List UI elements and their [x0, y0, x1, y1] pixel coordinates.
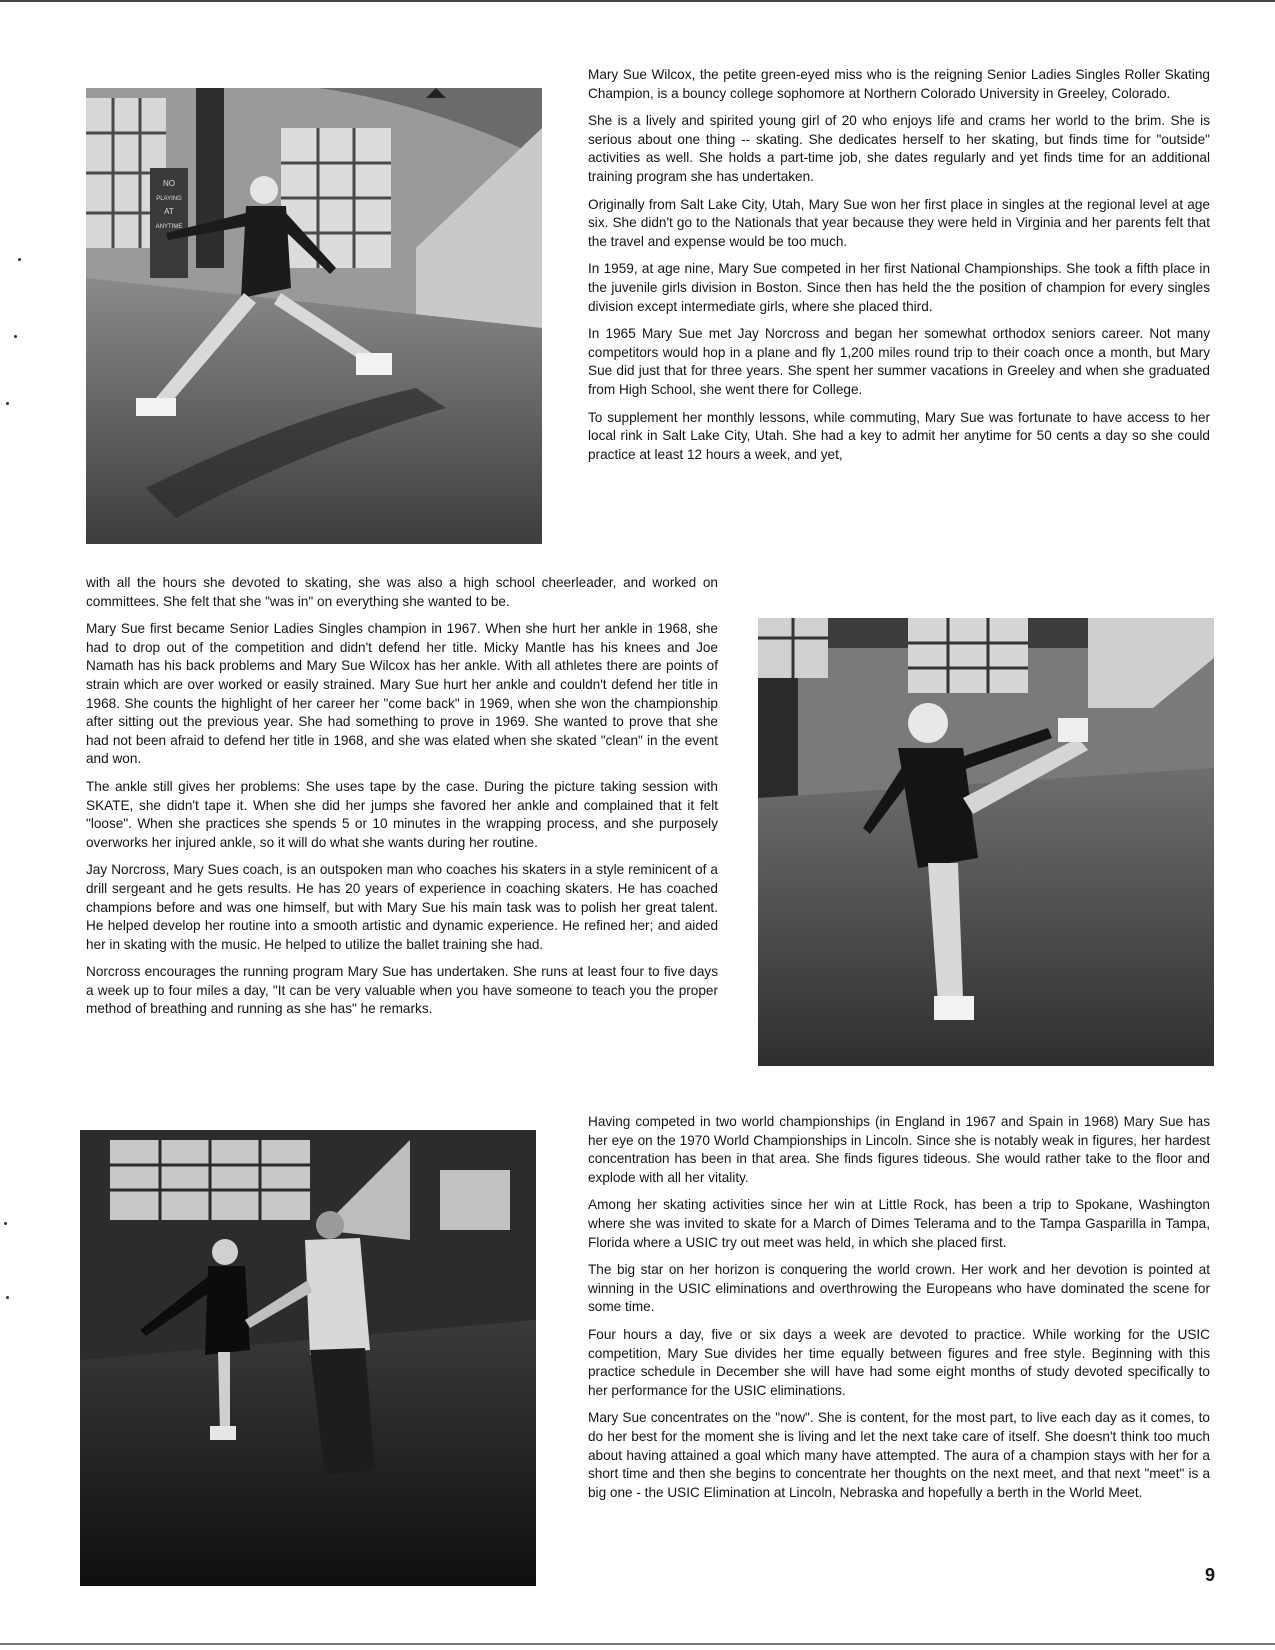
sign-text-line-2: PLAYING — [156, 196, 182, 202]
paragraph: Four hours a day, five or six days a week are devoted to practice. While working for the USIC competition, Mary Sue divides her time equally between figures and free style. Beginning with this practice schedule in December she will have had some eight months of study devoted specifically to her performance for the USIC eliminations. — [588, 1326, 1210, 1398]
bottom-rule — [0, 1643, 1275, 1645]
paragraph: Jay Norcross, Mary Sues coach, is an outspoken man who coaches his skaters in a style reminicent of a drill sergeant and he gets results. He has 20 years of experience in coaching skaters. He has coached champions before and was one himself, but with Mary Sue his main task was to polish her great talent. He helped develop her routine into a smooth artistic and dynamic experience. He refined her; and aided her in skating with the music. He helped to utilize the ballet training she had. — [86, 862, 718, 952]
photo-leaping-skater — [86, 88, 542, 544]
scan-speck — [18, 258, 21, 261]
paragraph: Mary Sue Wilcox, the petite green-eyed miss who is the reigning Senior Ladies Singles Roller Skating Champion, is a bouncy college sophomore at Northern Colorado University in Greeley, Colorado. — [588, 67, 1210, 101]
scan-speck — [4, 1222, 7, 1225]
top-rule — [0, 0, 1275, 2]
sign-text-line-3: AT — [164, 207, 174, 216]
scan-speck — [6, 402, 9, 405]
sign-text-line-1: NO — [163, 179, 175, 188]
article-column-top-right — [588, 66, 1210, 464]
paragraph: Norcross encourages the running program Mary Sue has undertaken. She runs at least four to five days a week up to four miles a day, "It can be very valuable when you have someone to teach you the proper method of breathing and running as she has" he remarks. — [86, 964, 718, 1017]
article-column-bottom-right — [588, 1113, 1210, 1502]
paragraph: In 1959, at age nine, Mary Sue competed in her first National Championships. She took a fifth place in the juvenile girls division in Boston. Since then has held the the position of champion for every singles division except intermediate girls, where she placed third. — [588, 261, 1210, 314]
paragraph: with all the hours she devoted to skating, she was also a high school cheerleader, and worked on committees. She felt that she "was in" on everything she wanted to be. — [86, 575, 718, 609]
paragraph: In 1965 Mary Sue met Jay Norcross and began her somewhat orthodox seniors career. Not many competitors would hop in a plane and fly 1,200 miles round trip to their coach once a month, but Mary Sue did just that for three years. She spent her summer vacations in Greeley and when she graduated from High School, she went there for College. — [588, 326, 1210, 397]
paragraph: She is a lively and spirited young girl of 20 who enjoys life and crams her world to the brim. She is serious about one thing -- skating. She dedicates herself to her skating, but finds time for "outside" activities as well. She holds a part-time job, she dates regularly and yet finds time for an additional training program she has undertaken. — [588, 113, 1210, 184]
article-column-middle-left — [86, 574, 718, 1019]
paragraph: Mary Sue concentrates on the "now". She is content, for the most part, to live each day as it comes, to do her best for the moment she is living and let the next take care of itself. She doesn't think too much about having attained a goal which many have attempted. The aura of a champion stays with her for a short time and then she begins to concentrate her thoughts on the next meet, and that next "meet" is a big one - the USIC Elimination at Lincoln, Nebraska and hopefully a berth in the World Meet. — [588, 1410, 1210, 1500]
paragraph: The big star on her horizon is conquering the world crown. Her work and her devotion is pointed at winning in the USIC eliminations and overthrowing the Europeans who have dominated the scene for some time. — [588, 1262, 1210, 1315]
photo-skater-arabesque — [758, 618, 1214, 1066]
paragraph: Among her skating activities since her win at Little Rock, has been a trip to Spokane, Washington where she was invited to skate for a March of Dimes Telerama and to the Tampa Gasparilla in Tampa, Florida where a USIC try out meet was held, in which she placed first. — [588, 1197, 1210, 1250]
scan-speck — [6, 1296, 9, 1299]
photo-skater-with-coach — [80, 1130, 536, 1586]
paragraph: The ankle still gives her problems: She uses tape by the case. During the picture taking session with SKATE, she didn't tape it. When she did her jumps she favored her ankle and complained that it felt "loose". When she practices she spends 5 or 10 minutes in the wrapping process, and she purposely overworks her injured ankle, so it will do what she wants during her routine. — [86, 778, 718, 850]
paragraph: To supplement her monthly lessons, while commuting, Mary Sue was fortunate to have access to her local rink in Salt Lake City, Utah. She had a key to admit her anytime for 50 cents a day so she could practice at least 12 hours a week, and yet, — [588, 409, 1210, 462]
scan-speck — [14, 335, 17, 338]
sign-text-line-4: ANYTIME — [155, 224, 183, 230]
paragraph: Mary Sue first became Senior Ladies Singles champion in 1967. When she hurt her ankle in 1968, she had to drop out of the competition and didn't defend her title. Micky Mantle has his knees and Joe Namath has his back problems and Mary Sue Wilcox has her ankle. With all athletes there are points of strain which are over worked or easily strained. Mary Sue hurt her ankle and couldn't defend her title in 1968. She counts the highlight of her career her "come back" in 1969, when she won the championship after sitting out the previous year. She had something to prove in 1969. She wanted to prove that she had not been afraid to defend her title in 1968, and she was elated when she skated "clean" in the event and won. — [86, 621, 718, 767]
paragraph: Originally from Salt Lake City, Utah, Mary Sue won her first place in singles at the regional level at age six. She didn't go to the Nationals that year because they were held in Virginia and her parents felt that the travel and expense would be too much. — [588, 196, 1210, 249]
page-number: 9 — [1205, 1565, 1216, 1585]
paragraph: Having competed in two world championships (in England in 1967 and Spain in 1968) Mary Sue has her eye on the 1970 World Championships in Lincoln. Since she is notably weak in figures, her hardest concentration has been in that area. She finds figures tideous. She would rather take to the floor and explode with all her vitality. — [588, 1114, 1210, 1185]
